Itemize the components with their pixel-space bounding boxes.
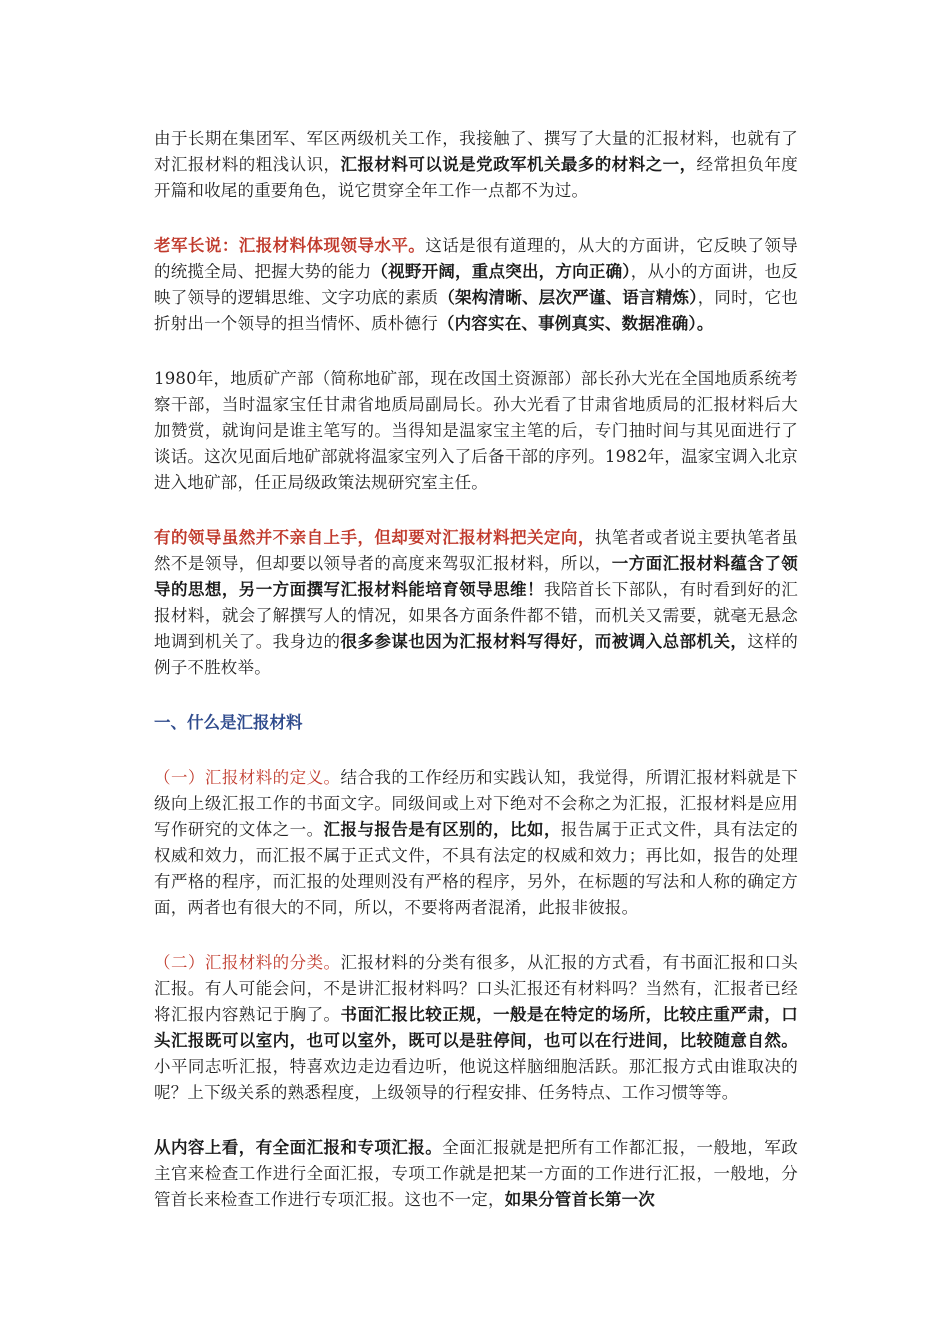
paragraph-direction: [154, 525, 798, 681]
text-run-bold: 从内容上看，有全面汇报和专项汇报。: [154, 1138, 443, 1157]
text-run-bold: 很多参谋也因为汇报材料写得好，而被调入总部机关，: [340, 632, 748, 651]
text-run-red-bold: 老军长说：汇报材料体现领导水平。: [154, 236, 426, 255]
text-run-bold: 汇报与报告是有区别的，比如，: [323, 820, 561, 839]
text-run: 报告属于正式文件，具有法定的权威和效力，而汇报不属于正式文件，不具有法定的权威和效力；再比如，报告的处理有严格的程序，而汇报的处理则没有严格的程序，另外，在标题的写法和人称的确定方面，两者也有很大的不同，所以，不要将两者混淆，此报非彼报。: [154, 820, 799, 917]
text-run-bold: （视野开阔，重点突出，方向正确）: [371, 262, 631, 281]
text-run: 执笔者或者说主要执笔者虽然不是领导，但却要以领导者的高度来驾驭汇报材料，所以，: [154, 528, 799, 573]
paragraph-definition: [154, 765, 798, 921]
text-run-bold: 汇报材料可以说是党政军机关最多的材料之一，: [340, 155, 697, 174]
text-run: 1980年，地质矿产部（简称地矿部，现在改国土资源部）部长孙大光在全国地质系统考察干部，当时温家宝任甘肃省地质局副局长。孙大光看了甘肃省地质局的汇报材料后大加赞赏，就询问是谁主笔写的。当得知是温家宝主笔的后，专门抽时间与其见面进行了谈话。这次见面后地矿部就将温家宝列入了后备干部的序列。1982年，温家宝调入北京进入地矿部，任正局级政策法规研究室主任。: [154, 369, 798, 492]
text-run-bold: 一方面汇报材料蕴含了领导的思想，另一方面撰写汇报材料能培育领导思维！: [154, 554, 799, 599]
document-body: [154, 126, 798, 1242]
paragraph-classification: [154, 950, 798, 1106]
paragraph-leadership: [154, 233, 798, 337]
text-run: ，从小的方面讲，也反映了领导的逻辑思维、文字功底的素质: [154, 262, 799, 307]
paragraph-content-types: [154, 1135, 798, 1213]
text-run: 汇报材料的分类有很多，从汇报的方式看，有书面汇报和口头汇报。有人可能会问，不是讲汇报材料吗？口头汇报还有材料吗？当然有，汇报者已经将汇报内容熟记于胸了。: [154, 953, 798, 1024]
section-heading: 一、什么是汇报材料: [154, 713, 303, 732]
text-run: 经常担负年度开篇和收尾的重要角色，说它贯穿全年工作一点都不为过。: [154, 155, 799, 200]
text-run: 结合我的工作经历和实践认知，我觉得，所谓汇报材料就是下级向上级汇报工作的书面文字。同级间或上对下绝对不会称之为汇报，汇报材料是应用写作研究的文体之一。: [154, 768, 798, 839]
text-run: 小平同志听汇报，特喜欢边走边看边听，他说这样脑细胞活跃。那汇报方式由谁取决的呢？上下级关系的熟悉程度，上级领导的行程安排、任务特点、工作习惯等等。: [154, 1057, 798, 1102]
text-run-bold: 书面汇报比较正规，一般是在特定的场所，比较庄重严肃，口头汇报既可以室内，也可以室外，既可以是驻停间，也可以在行进间，比较随意自然。: [154, 1005, 798, 1050]
text-run-bold: （架构清晰、层次严谨、语言精炼）: [438, 288, 698, 307]
text-run-red-bold: 有的领导虽然并不亲自上手，但却要对汇报材料把关定向，: [154, 528, 595, 547]
text-run-bold: 如果分管首长第一次: [504, 1190, 656, 1209]
paragraph-intro: [154, 126, 798, 204]
text-run-red: （二）汇报材料的分类。: [154, 953, 341, 972]
text-run: 我陪首长下部队，有时看到好的汇报材料，就会了解撰写人的情况，如果各方面条件都不错，而机关又需要，就毫无悬念地调到机关了。我身边的: [154, 580, 798, 651]
text-run: 全面汇报就是把所有工作都汇报，一般地，军政主官来检查工作进行全面汇报，专项工作就是把某一方面的工作进行汇报，一般地，分管首长来检查工作进行专项汇报。这也不一定，: [154, 1138, 798, 1209]
text-run: 这话是很有道理的，从大的方面讲，它反映了领导的统揽全局、把握大势的能力: [154, 236, 798, 281]
text-run-bold: （内容实在、事例真实、数据准确）。: [437, 314, 714, 333]
text-run: ，同时，它也折射出一个领导的担当情怀、质朴德行: [154, 288, 799, 333]
text-run: 这样的例子不胜枚举。: [154, 632, 798, 677]
text-run-red: （一）汇报材料的定义。: [154, 768, 341, 787]
paragraph-history: [154, 366, 798, 496]
text-run: 由于长期在集团军、军区两级机关工作，我接触了、撰写了大量的汇报材料，也就有了对汇报材料的粗浅认识，: [154, 129, 798, 174]
